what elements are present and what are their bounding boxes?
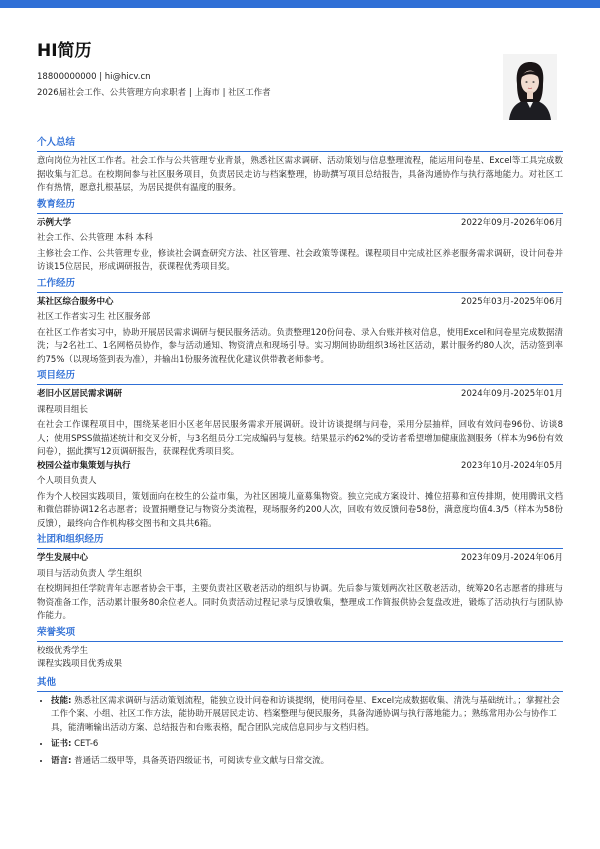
- other-list: [37, 695, 563, 769]
- language-text: 普通话二级甲等，具备英语四级证书，可阅读专业文献与日常交流。: [74, 755, 330, 766]
- clubs-date: 2023年09月-2024年06月: [461, 553, 563, 563]
- projects-section: [37, 369, 563, 531]
- project-desc: 作为个人校园实践项目，策划面向在校生的公益市集，为社区困境儿童募集物资。独立完成方案设计、摊位招募和宣传排期，使用腾讯文档和微信群协调12名志愿者；设置捐赠登记与物资分类流程，现场服务约200人次，回收有效反馈问卷58份，满意度均值4.3/5（样本为58份反馈），最终向合作机构移交图书和文具共6箱。: [37, 491, 563, 529]
- project-row: [37, 460, 563, 474]
- work-role: 社区工作者实习生 社区服务部: [37, 312, 151, 322]
- education-desc: 主修社会工作、公共管理专业，修读社会调查研究方法、社区管理、社会政策等课程。课程项目中完成社区养老服务需求调研，设计问卷并访谈15位居民，形成调研报告，获课程优秀项目奖。: [37, 248, 563, 272]
- section-title-summary: 个人总结: [37, 136, 563, 152]
- project-item: [37, 388, 563, 460]
- skills-item: [51, 695, 563, 736]
- resume-header: [37, 40, 563, 136]
- language-item: [51, 755, 563, 769]
- work-desc: 在社区工作者实习中，协助开展居民需求调研与便民服务活动。负责整理120份问卷、录入台账并核对信息，使用Excel和问卷星完成数据清洗；与2名社工、1名网格员协作，参与活动通知、物资清点和现场引导。实习期间协助组织3场社区活动，累计服务约80人次，活动签到率约75%（以现场签到表为准），并输出1份服务流程优化建议供带教老师参考。: [37, 327, 563, 365]
- other-section: [37, 676, 563, 769]
- project-row: [37, 388, 563, 402]
- language-label: 语言:: [51, 755, 72, 766]
- work-section: [37, 277, 563, 368]
- contact-info: 18800000000 | hi@hicv.cn: [37, 72, 151, 82]
- job-intention: 2026届社会工作、公共管理方向求职者 | 上海市 | 社区工作者: [37, 87, 271, 98]
- certificate-item: [51, 738, 563, 752]
- section-title-other: 其他: [37, 676, 563, 692]
- section-title-clubs: 社团和组织经历: [37, 533, 563, 549]
- candidate-name: HI简历: [37, 41, 92, 61]
- project-item: [37, 460, 563, 532]
- profile-photo: [503, 54, 557, 120]
- project-date: 2023年10月-2024年05月: [461, 460, 563, 471]
- work-row: [37, 296, 563, 310]
- clubs-role: 项目与活动负责人 学生组织: [37, 568, 142, 579]
- resume-page: [37, 30, 563, 771]
- section-title-education: 教育经历: [37, 198, 563, 214]
- clubs-row: [37, 552, 563, 566]
- top-accent-bar: [0, 0, 600, 8]
- project-role: 个人项目负责人: [37, 476, 97, 486]
- section-title-work: 工作经历: [37, 277, 563, 293]
- project-name: 老旧小区居民需求调研: [37, 389, 123, 399]
- education-date: 2022年09月-2026年06月: [461, 217, 563, 228]
- skills-text: 熟悉社区需求调研与活动策划流程，能独立设计问卷和访谈提纲，使用问卷星、Excel完成数据收集、清洗与基础统计。；掌握社会工作个案、小组、社区工作方法，能协助开展居民走访、档案整理与便民服务，具备沟通协调与执行落地能力。；熟练常用办公与协作工具，能清晰输出活动方案、总结报告和台账表格，配合团队完成信息同步与文档归档。: [51, 695, 560, 733]
- project-role: 课程项目组长: [37, 404, 89, 415]
- certificate-label: 证书:: [51, 739, 72, 749]
- summary-text: 意向岗位为社区工作者。社会工作与公共管理专业背景，熟悉社区需求调研、活动策划与信息整理流程，能运用问卷星、Excel等工具完成数据收集与汇总。在校期间参与社区服务项目，负责居民走访与档案整理，协助撰写项目总结报告，具备沟通协作与执行落地能力。对社区工作有热情，愿意扎根基层，为居民提供有温度的服务。: [37, 156, 563, 193]
- skills-label: 技能:: [51, 695, 72, 706]
- summary-section: [37, 136, 563, 196]
- education-row: [37, 217, 563, 231]
- project-desc: 在社会工作课程项目中，围绕某老旧小区老年居民服务需求开展调研。设计访谈提纲与问卷，采用分层抽样，回收有效问卷96份、访谈8人；使用SPSS做描述统计和交叉分析，与3名组员分工完成编码与复核。结果显示约62%的受访者希望增加健康监测服务（样本为96份有效问卷），据此撰写12页调研报告，获课程优秀项目奖。: [37, 420, 563, 457]
- award-item: 课程实践项目优秀成果: [37, 659, 123, 669]
- project-name: 校园公益市集策划与执行: [37, 460, 131, 471]
- work-org: 某社区综合服务中心: [37, 296, 114, 307]
- clubs-section: [37, 533, 563, 624]
- section-title-projects: 项目经历: [37, 369, 563, 385]
- education-major: 社会工作、公共管理 本科 本科: [37, 233, 153, 243]
- education-section: [37, 198, 563, 275]
- section-title-awards: 荣誉奖项: [37, 626, 563, 642]
- project-date: 2024年09月-2025年01月: [461, 389, 563, 399]
- certificate-text: CET-6: [74, 739, 99, 749]
- award-item: 校级优秀学生: [37, 645, 89, 656]
- awards-section: [37, 626, 563, 672]
- school-name: 示例大学: [37, 217, 72, 228]
- work-date: 2025年03月-2025年06月: [461, 296, 563, 307]
- clubs-desc: 在校期间担任学院青年志愿者协会干事，主要负责社区敬老活动的组织与协调。先后参与策划两次社区敬老活动，统筹20名志愿者的排班与物资准备工作，活动累计服务80余位老人。同时负责活动过程记录与反馈收集，整理成工作简报供协会复盘改进，锻炼了活动执行与团队协作能力。: [37, 584, 563, 621]
- clubs-org: 学生发展中心: [37, 553, 89, 563]
